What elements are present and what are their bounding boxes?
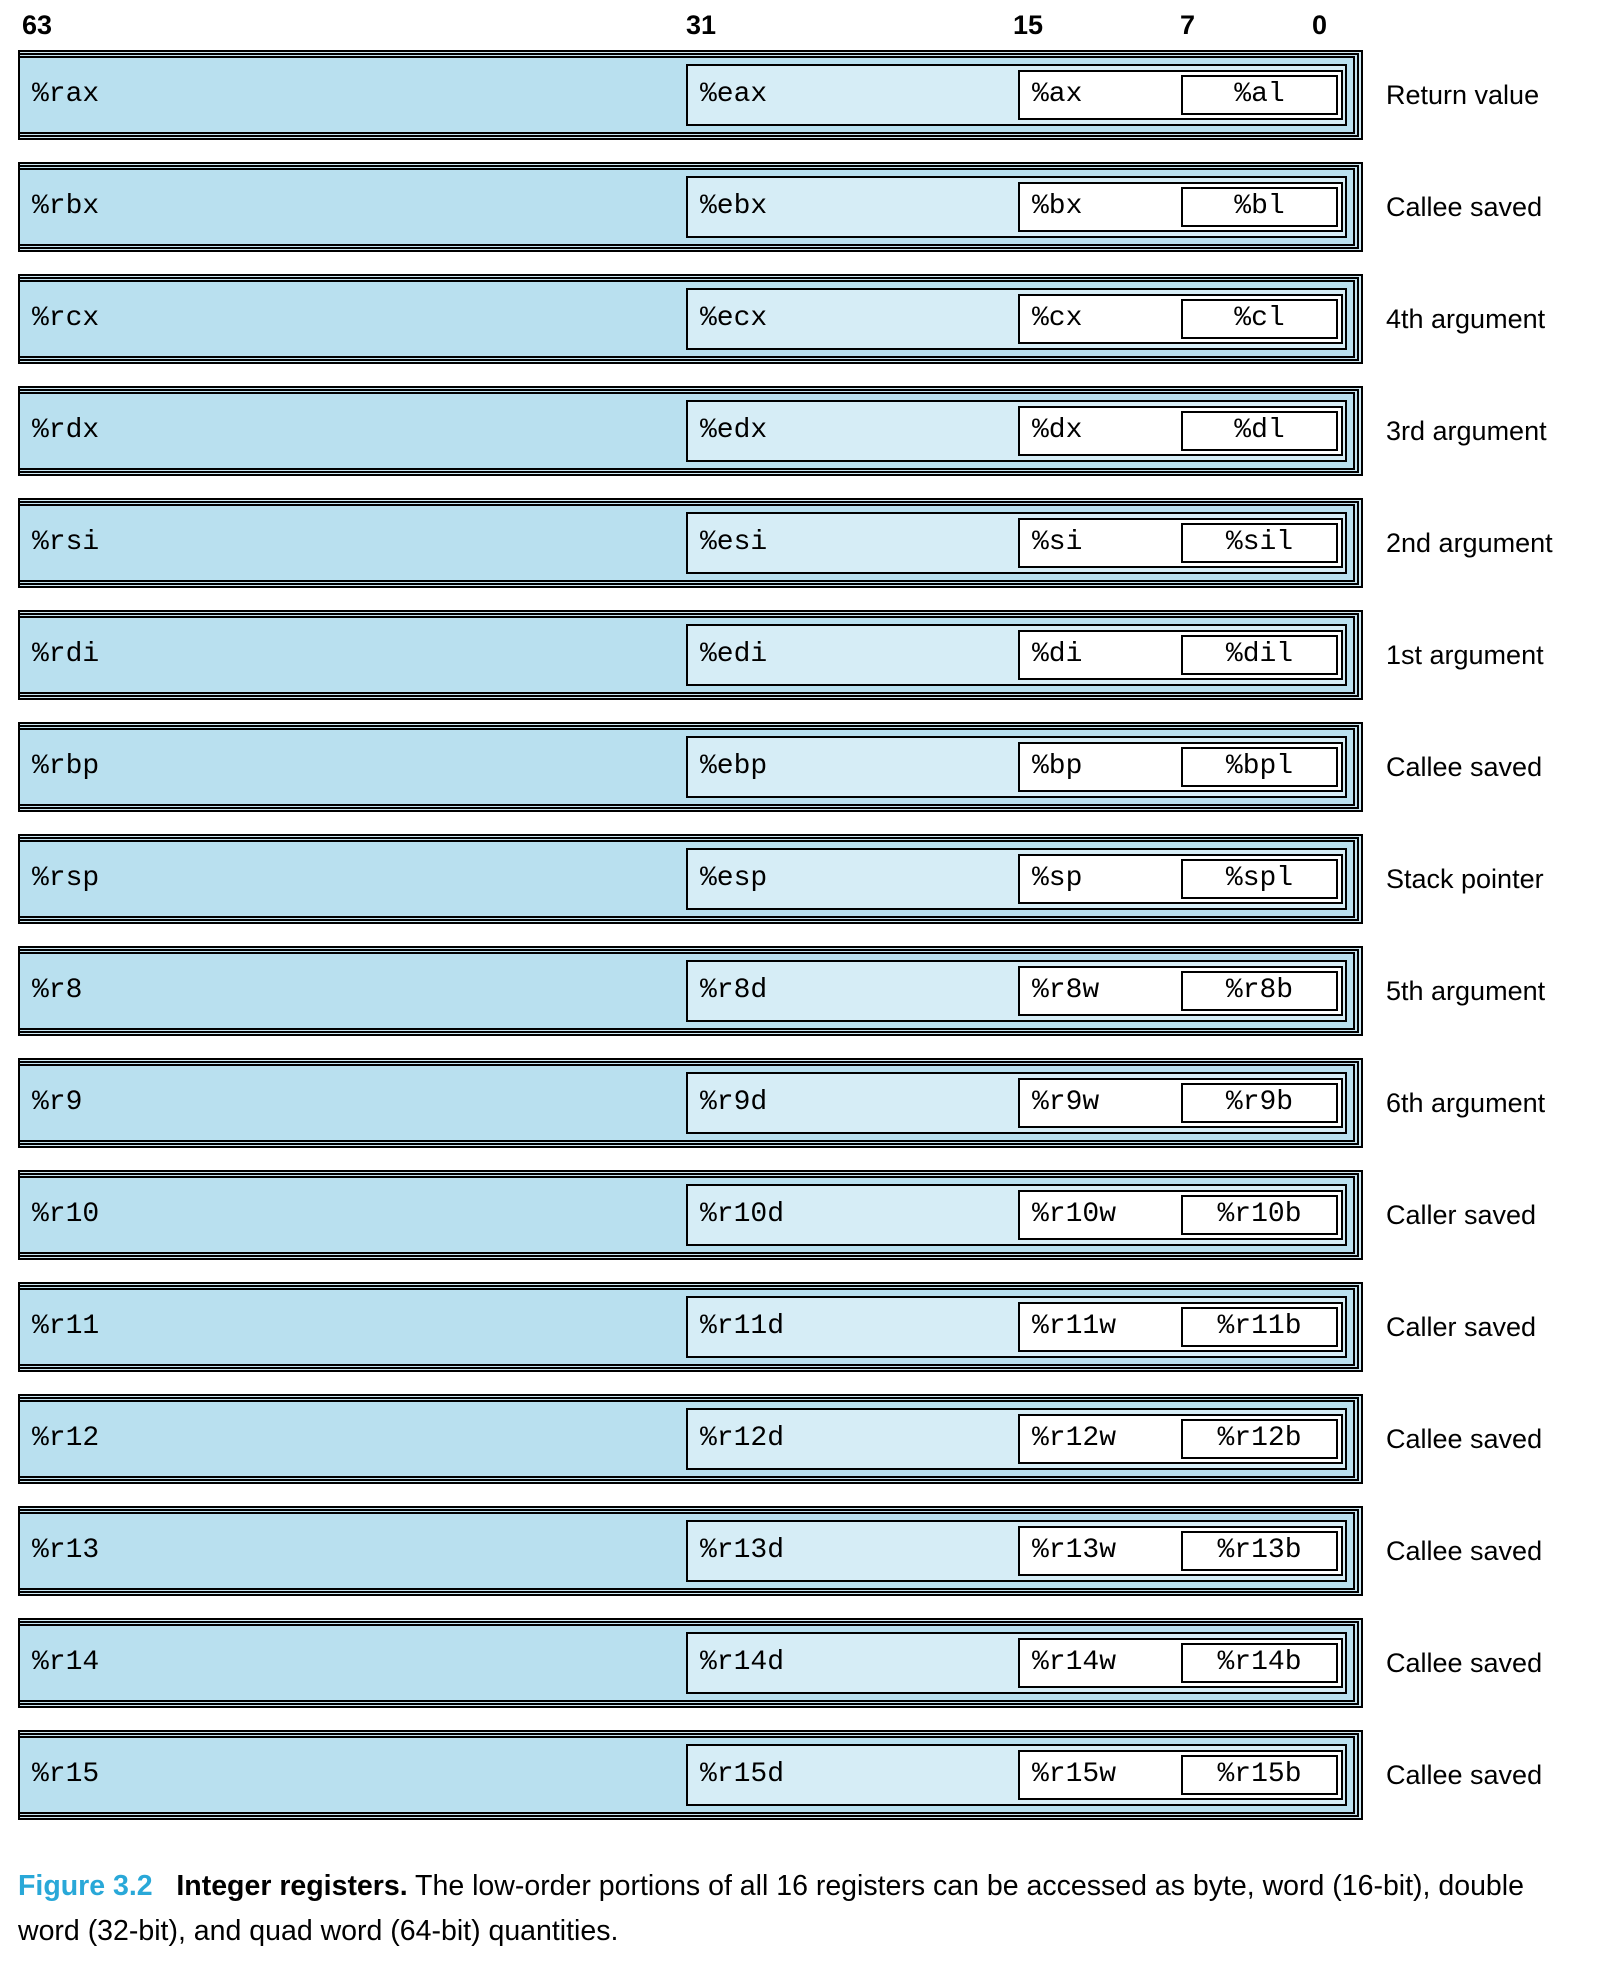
- double-word-register-name: %eax: [700, 79, 768, 110]
- register-usage-label: 6th argument: [1386, 1088, 1546, 1118]
- word-register-name: %si: [1032, 527, 1083, 558]
- register-usage-label: Return value: [1386, 80, 1540, 110]
- register-usage-label: Callee saved: [1386, 1536, 1543, 1566]
- byte-register-name: %dil: [1225, 639, 1294, 670]
- register-row: [18, 718, 1594, 830]
- byte-register-name: %r12b: [1217, 1423, 1302, 1454]
- double-word-register-name: %r10d: [700, 1199, 785, 1230]
- double-word-register-name: %edx: [700, 415, 768, 446]
- register-row: [18, 1166, 1594, 1278]
- byte-register-name: %sil: [1225, 527, 1294, 558]
- register-usage-label: Callee saved: [1386, 1760, 1543, 1790]
- word-register-name: %r14w: [1032, 1647, 1117, 1678]
- quad-word-register-name: %rsi: [32, 527, 100, 558]
- word-register-name: %r9w: [1032, 1087, 1100, 1118]
- word-register-name: %r8w: [1032, 975, 1100, 1006]
- register-row: [18, 494, 1594, 606]
- word-register-name: %r15w: [1032, 1759, 1117, 1790]
- quad-word-register-name: %rbp: [32, 751, 100, 782]
- word-register-name: %di: [1032, 639, 1083, 670]
- quad-word-register-name: %r8: [32, 975, 83, 1006]
- double-word-register-name: %esp: [700, 863, 768, 894]
- register-usage-label: 1st argument: [1386, 640, 1544, 670]
- bit-label-15: 15: [1013, 10, 1044, 40]
- byte-register-name: %r13b: [1217, 1535, 1302, 1566]
- register-row: [18, 830, 1594, 942]
- quad-word-register-name: %r14: [32, 1647, 100, 1678]
- double-word-register-name: %r15d: [700, 1759, 785, 1790]
- double-word-register-name: %r8d: [700, 975, 768, 1006]
- caption-line-2: as byte, word (16-bit), double word (32-bit), and quad word (64-bit) quantities.: [18, 1870, 1524, 1947]
- byte-register-name: %r15b: [1217, 1759, 1302, 1790]
- bit-label-63: 63: [22, 10, 53, 40]
- register-usage-label: Callee saved: [1386, 752, 1543, 782]
- bit-label-0: 0: [1312, 10, 1328, 40]
- register-usage-label: 3rd argument: [1386, 416, 1547, 446]
- register-row: [18, 1614, 1594, 1726]
- integer-registers-figure: [0, 8, 1612, 1954]
- double-word-register-name: %r11d: [700, 1311, 785, 1342]
- double-word-register-name: %edi: [700, 639, 768, 670]
- register-usage-label: 4th argument: [1386, 304, 1546, 334]
- bit-label-31: 31: [686, 10, 717, 40]
- caption-line-1: The low-order portions of all 16 registers can be accessed: [407, 1870, 1147, 1902]
- figure-caption: [18, 1864, 1578, 1954]
- double-word-register-name: %ebx: [700, 191, 768, 222]
- byte-register-name: %r9b: [1225, 1087, 1294, 1118]
- double-word-register-name: %r9d: [700, 1087, 768, 1118]
- register-rows: [18, 46, 1594, 1838]
- register-usage-label: Caller saved: [1386, 1200, 1537, 1230]
- quad-word-register-name: %r9: [32, 1087, 83, 1118]
- quad-word-register-name: %r13: [32, 1535, 100, 1566]
- register-usage-label: Callee saved: [1386, 1648, 1543, 1678]
- register-row: [18, 382, 1594, 494]
- register-row: [18, 606, 1594, 718]
- double-word-register-name: %r14d: [700, 1647, 785, 1678]
- word-register-name: %r12w: [1032, 1423, 1117, 1454]
- byte-register-name: %spl: [1225, 863, 1294, 894]
- word-register-name: %r13w: [1032, 1535, 1117, 1566]
- quad-word-register-name: %r12: [32, 1423, 100, 1454]
- byte-register-name: %r8b: [1225, 975, 1294, 1006]
- word-register-name: %sp: [1032, 863, 1083, 894]
- word-register-name: %r10w: [1032, 1199, 1117, 1230]
- bit-label-7: 7: [1180, 10, 1196, 40]
- register-row: [18, 270, 1594, 382]
- register-usage-label: Callee saved: [1386, 1424, 1543, 1454]
- register-usage-label: Stack pointer: [1386, 864, 1544, 894]
- byte-register-name: %bpl: [1225, 751, 1294, 782]
- quad-word-register-name: %rdx: [32, 415, 100, 446]
- word-register-name: %ax: [1032, 79, 1083, 110]
- byte-register-name: %r11b: [1217, 1311, 1302, 1342]
- byte-register-name: %r14b: [1217, 1647, 1302, 1678]
- register-row: [18, 1502, 1594, 1614]
- byte-register-name: %bl: [1234, 191, 1285, 222]
- caption-spacer: [153, 1870, 177, 1902]
- quad-word-register-name: %r11: [32, 1311, 100, 1342]
- quad-word-register-name: %rax: [32, 79, 100, 110]
- word-register-name: %dx: [1032, 415, 1083, 446]
- double-word-register-name: %esi: [700, 527, 768, 558]
- quad-word-register-name: %rbx: [32, 191, 100, 222]
- double-word-register-name: %r13d: [700, 1535, 785, 1566]
- register-row: [18, 1278, 1594, 1390]
- word-register-name: %bp: [1032, 751, 1083, 782]
- quad-word-register-name: %r15: [32, 1759, 100, 1790]
- double-word-register-name: %ebp: [700, 751, 768, 782]
- register-usage-label: 2nd argument: [1386, 528, 1553, 558]
- quad-word-register-name: %rdi: [32, 639, 100, 670]
- register-row: [18, 1726, 1594, 1838]
- register-row: [18, 46, 1594, 158]
- byte-register-name: %cl: [1234, 303, 1285, 334]
- double-word-register-name: %r12d: [700, 1423, 785, 1454]
- quad-word-register-name: %rcx: [32, 303, 100, 334]
- byte-register-name: %dl: [1234, 415, 1285, 446]
- quad-word-register-name: %r10: [32, 1199, 100, 1230]
- byte-register-name: %r10b: [1217, 1199, 1302, 1230]
- register-row: [18, 1054, 1594, 1166]
- byte-register-name: %al: [1234, 79, 1285, 110]
- register-usage-label: Caller saved: [1386, 1312, 1537, 1342]
- word-register-name: %cx: [1032, 303, 1083, 334]
- register-row: [18, 942, 1594, 1054]
- double-word-register-name: %ecx: [700, 303, 768, 334]
- word-register-name: %r11w: [1032, 1311, 1117, 1342]
- caption-title: Integer registers.: [176, 1870, 408, 1902]
- register-row: [18, 1390, 1594, 1502]
- caption-figure-number: Figure 3.2: [18, 1870, 153, 1902]
- register-row: [18, 158, 1594, 270]
- register-usage-label: 5th argument: [1386, 976, 1546, 1006]
- register-usage-label: Callee saved: [1386, 192, 1543, 222]
- word-register-name: %bx: [1032, 191, 1083, 222]
- quad-word-register-name: %rsp: [32, 863, 100, 894]
- bit-position-ruler: [0, 8, 1612, 44]
